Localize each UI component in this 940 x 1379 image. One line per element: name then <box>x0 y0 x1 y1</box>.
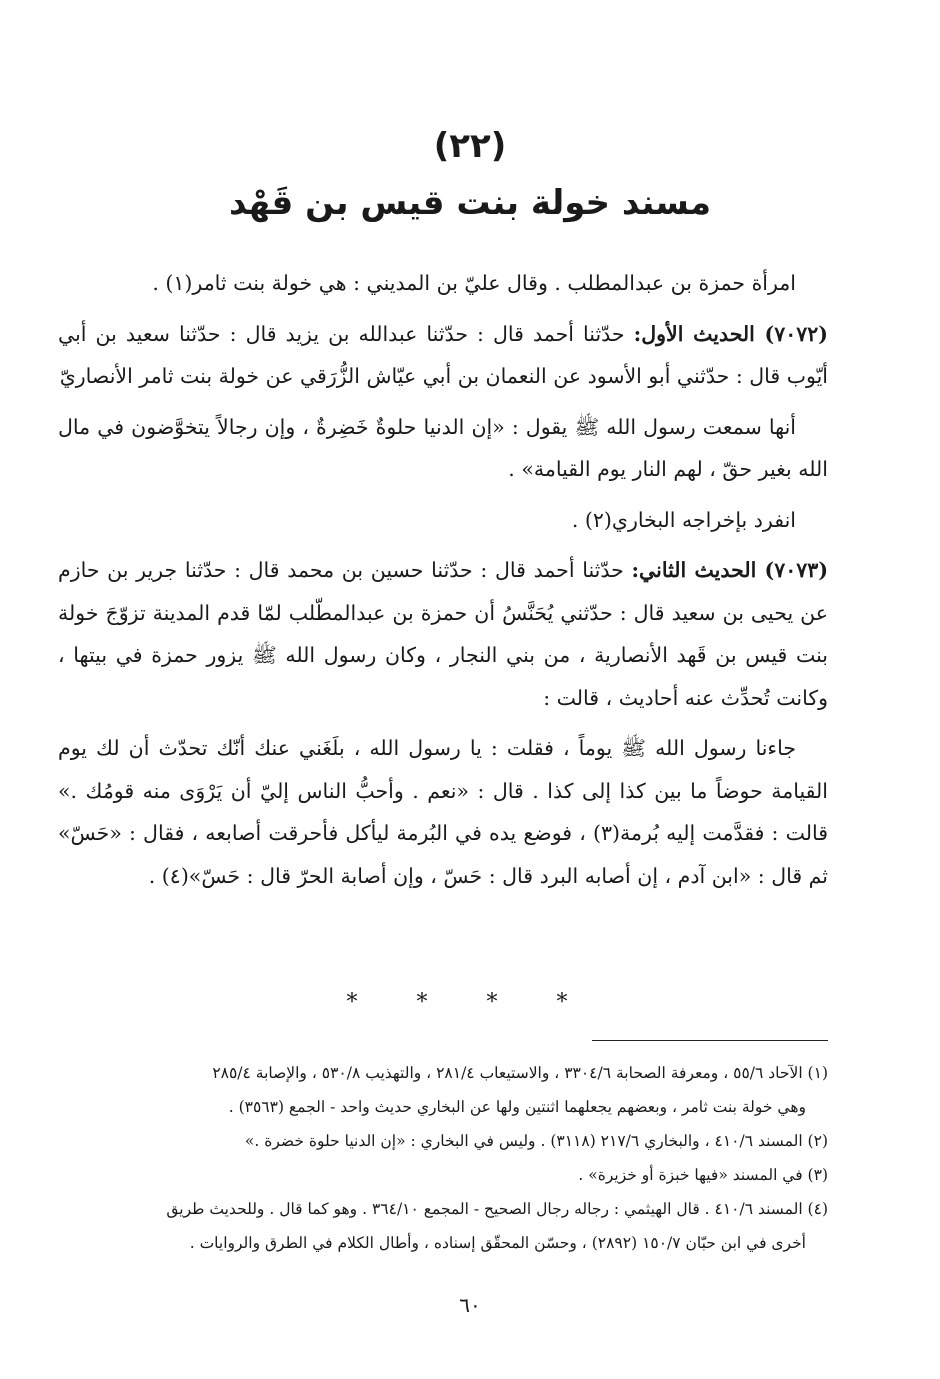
chapter-number: (٢٢) <box>433 126 507 166</box>
hadith-7072-label: (٧٠٧٢) الحديث الأول: <box>633 321 828 346</box>
section-separator: * * * * <box>346 990 594 1015</box>
hadith-7073-isnad-text: حدّثنا أحمد قال : حدّثنا حسين بن محمد قال : حدّثنا جرير بن حازم عن يحيى بن سعيد قال : حدّثني يُحَنَّسُ أن حمزة بن عبدالمطّلب لمّا قدم المدينة تزوّجَ خولة بنت قيس بن قَهد الأنصارية ، من بني النجار ، وكان رسول الله ﷺ يزور حمزة في بيتها ، وكانت تُحدِّث عنه أحاديث ، قالت : <box>58 558 828 710</box>
footnote-divider <box>592 1040 828 1041</box>
hadith-7072-matn: أنها سمعت رسول الله ﷺ يقول : «إن الدنيا حلوةٌ خَضِرةٌ ، وإن رجالاً يتخوَّضون في مال الله بغير حقّ ، لهم النار يوم القيامة» . <box>58 414 828 481</box>
hadith-7072-isnad <box>58 313 828 398</box>
footnote-4: (٤) المسند ٤١٠/٦ . قال الهيثمي : رجاله رجال الصحيح - المجمع ٣٦٤/١٠ . وهو كما قال . وللحديث طريق <box>166 1200 828 1218</box>
chapter-title: مسند خولة بنت قيس بن قَهْد <box>228 183 712 223</box>
hadith-7073-matn: جاءنا رسول الله ﷺ يوماً ، فقلت : يا رسول الله ، بلَغَني عنك أنّك تحدّث أن لك يوم القيامة حوضاً ما بين كذا إلى كذا . قال : «نعم . وأحبُّ الناس إليّ أن يَرْوَى منه قومُك .» قالت : فقدَّمت إليه بُرمة(٣) ، فوضع يده في البُرمة ليأكل فأحرقت أصابعه ، فقال : «حَسّ» ثم قال : «ابن آدم ، إن أصابه البرد قال : حَسّ ، وإن أصابة الحرّ قال : حَسّ»(٤) . <box>58 736 828 888</box>
footnote-1: (١) الآحاد ٥٥/٦ ، ومعرفة الصحابة ٣٣٠٤/٦ ، والاستيعاب ٢٨١/٤ ، والتهذيب ٥٣٠/٨ ، والإصابة ٢٨٥/٤ <box>212 1064 828 1082</box>
footnotes <box>58 1056 828 1260</box>
intro-paragraph: امرأة حمزة بن عبدالمطلب . وقال عليّ بن المديني : هي خولة بنت ثامر(١) . <box>152 271 796 295</box>
main-text <box>58 262 828 905</box>
footnote-2: (٢) المسند ٤١٠/٦ ، والبخاري ٢١٧/٦ (٣١١٨) . وليس في البخاري : «إن الدنيا حلوة خضرة .» <box>244 1132 828 1150</box>
footnote-4-continuation: أخرى في ابن حبّان ١٥٠/٧ (٢٨٩٢) ، وحسّن المحقّق إسناده ، وأطال الكلام في الطرق والروايات . <box>189 1234 806 1252</box>
footnote-3: (٣) في المسند «فيها خبزة أو خزيرة» . <box>578 1166 828 1184</box>
hadith-7073-label: (٧٠٧٣) الحديث الثاني: <box>631 558 829 582</box>
hadith-7072-note: انفرد بإخراجه البخاري(٢) . <box>571 507 796 532</box>
hadith-7073-isnad <box>58 549 828 719</box>
hadith-7072-isnad-text: حدّثنا أحمد قال : حدّثنا عبدالله بن يزيد قال : حدّثنا سعيد بن أبي أيّوب قال : حدّثني أبو الأسود عن النعمان بن أبي عيّاش الزُّرَقي عن خولة بنت ثامر الأنصاريّ <box>58 321 828 388</box>
page-number: ٦٠ <box>459 1293 481 1317</box>
footnote-1-continuation: وهي خولة بنت ثامر ، وبعضهم يجعلهما اثنتين ولها عن البخاري حديث واحد - الجمع (٣٥٦٣) . <box>228 1098 806 1116</box>
